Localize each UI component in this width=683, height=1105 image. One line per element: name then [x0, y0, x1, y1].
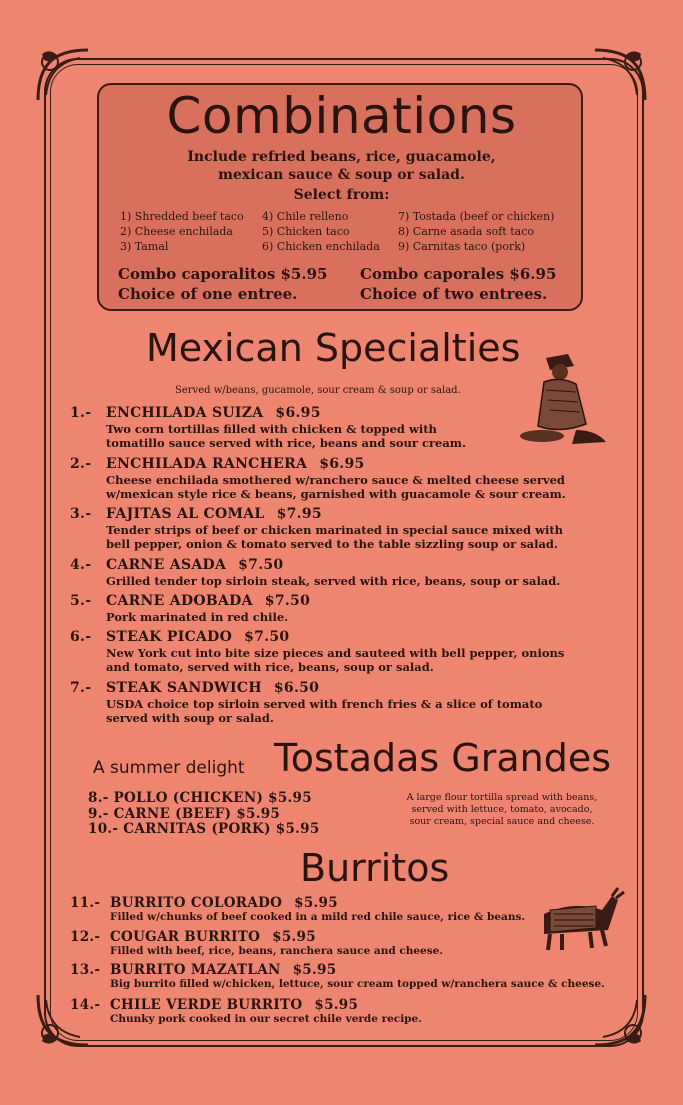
- specialties-served-note: Served w/beans, gucamole, sour cream & soup or salad.: [175, 385, 461, 396]
- item-name: ENCHILADA RANCHERA: [106, 456, 308, 472]
- combinations-title: Combinations: [166, 87, 517, 145]
- combo-options-col1: [120, 209, 244, 254]
- item-name: STEAK SANDWICH: [106, 680, 262, 696]
- item-desc: w/mexican style rice & beans, garnished with guacamole & sour cream.: [106, 487, 566, 501]
- item-number: 4.-: [70, 557, 92, 573]
- item-desc: Big burrito filled w/chicken, lettuce, sour cream topped w/ranchera sauce & cheese.: [110, 978, 605, 990]
- combo-option: 1) Shredded beef taco: [120, 210, 244, 223]
- item-name: BURRITO COLORADO: [110, 895, 283, 911]
- combo-option: 9) Carnitas taco (pork): [398, 240, 526, 253]
- item-price: $7.50: [264, 593, 311, 609]
- item-desc: and tomato, served with rice, beans, soup or salad.: [106, 660, 434, 674]
- burrito-item: [70, 929, 630, 958]
- tostada-item: 10.- CARNITAS (PORK) $5.95: [88, 821, 320, 837]
- combo-option: 5) Chicken taco: [262, 225, 350, 238]
- burritos-title: Burritos: [300, 846, 450, 890]
- tostadas-tagline: A summer delight: [93, 758, 245, 778]
- tostadas-desc-line: A large flour tortilla spread with beans,: [406, 792, 598, 803]
- item-number: 3.-: [70, 506, 92, 522]
- combo-caporales-desc: Choice of two entrees.: [360, 285, 548, 303]
- combo-option: 7) Tostada (beef or chicken): [398, 210, 555, 223]
- burrito-item: [70, 997, 630, 1026]
- item-name: ENCHILADA SUIZA: [106, 405, 264, 421]
- item-desc: Pork marinated in red chile.: [106, 610, 289, 624]
- item-desc: New York cut into bite size pieces and sauteed with bell pepper, onions: [106, 646, 565, 660]
- item-name: BURRITO MAZATLAN: [110, 962, 281, 978]
- item-desc: bell pepper, onion & tomato served to the table sizzling soup or salad.: [106, 537, 558, 551]
- item-name: CARNE ADOBADA: [106, 593, 253, 609]
- item-price: $7.50: [238, 557, 284, 573]
- item-number: 14.-: [70, 997, 101, 1013]
- specialty-item: [70, 593, 630, 624]
- combo-options-col3: [398, 209, 554, 254]
- item-number: 2.-: [70, 456, 92, 472]
- item-price: $7.95: [276, 506, 322, 522]
- item-number: 7.-: [70, 680, 92, 696]
- combinations-subtitle-line2: mexican sauce & soup or salad.: [218, 167, 465, 183]
- item-number: 5.-: [70, 593, 92, 609]
- specialty-item: [70, 506, 630, 551]
- item-desc: Cheese enchilada smothered w/ranchero sauce & melted cheese served: [106, 473, 565, 487]
- specialty-item: [70, 629, 630, 674]
- select-from-label: Select from:: [293, 187, 390, 203]
- tostada-item: 8.- POLLO (CHICKEN) $5.95: [88, 790, 312, 806]
- item-price: $6.50: [273, 680, 320, 696]
- combinations-subtitle-line1: Include refried beans, rice, guacamole,: [187, 149, 496, 165]
- combo-option: 6) Chicken enchilada: [262, 240, 380, 253]
- combo-caporalitos-name: Combo caporalitos $5.95: [118, 265, 328, 283]
- specialty-item: [70, 456, 630, 501]
- combo-option: 8) Carne asada soft taco: [398, 225, 534, 238]
- item-desc: Two corn tortillas filled with chicken & topped with: [106, 422, 437, 436]
- item-number: 13.-: [70, 962, 101, 978]
- item-price: $5.95: [294, 895, 338, 911]
- item-name: STEAK PICADO: [106, 629, 233, 645]
- burrito-item: [70, 962, 630, 991]
- specialty-item: [70, 557, 630, 588]
- combo-caporalitos: [118, 264, 327, 304]
- item-name: COUGAR BURRITO: [110, 929, 261, 945]
- item-price: $7.50: [244, 629, 290, 645]
- combo-option: 4) Chile relleno: [262, 210, 349, 223]
- item-price: $5.95: [272, 929, 316, 945]
- item-number: 11.-: [70, 895, 101, 911]
- item-desc: USDA choice top sirloin served with french fries & a slice of tomato: [106, 697, 543, 711]
- item-price: $6.95: [275, 405, 321, 421]
- tostada-item: 9.- CARNE (BEEF) $5.95: [88, 806, 281, 822]
- item-desc: Grilled tender top sirloin steak, served with rice, beans, soup or salad.: [106, 574, 561, 588]
- tostadas-desc-line: served with lettuce, tomato, avocado,: [411, 804, 593, 815]
- combo-option: 2) Cheese enchilada: [120, 225, 233, 238]
- combo-option: 3) Tamal: [120, 240, 169, 253]
- specialty-item: [70, 680, 630, 725]
- item-price: $6.95: [319, 456, 365, 472]
- item-desc: tomatillo sauce served with rice, beans and sour cream.: [106, 436, 466, 450]
- item-desc: Filled w/chunks of beef cooked in a mild red chile sauce, rice & beans.: [110, 911, 526, 923]
- item-desc: served with soup or salad.: [106, 711, 274, 725]
- item-name: FAJITAS AL COMAL: [106, 506, 265, 522]
- burrito-item: [70, 895, 630, 924]
- combo-options-col2: [262, 209, 380, 254]
- combo-caporales-name: Combo caporales $6.95: [360, 265, 557, 283]
- item-name: CARNE ASADA: [106, 557, 227, 573]
- tostadas-desc-line: sour cream, special sauce and cheese.: [409, 816, 595, 827]
- item-number: 6.-: [70, 629, 92, 645]
- specialties-title: Mexican Specialties: [146, 326, 521, 370]
- item-price: $5.95: [314, 997, 359, 1013]
- item-desc: Filled with beef, rice, beans, ranchera sauce and cheese.: [110, 945, 443, 957]
- item-price: $5.95: [292, 962, 337, 978]
- tostadas-desc: [386, 792, 618, 828]
- tostadas-title: Tostadas Grandes: [274, 736, 612, 780]
- item-name: CHILE VERDE BURRITO: [110, 997, 303, 1013]
- combo-caporalitos-desc: Choice of one entree.: [118, 285, 298, 303]
- item-desc: Chunky pork cooked in our secret chile verde recipe.: [110, 1013, 422, 1025]
- item-number: 12.-: [70, 929, 101, 945]
- item-number: 1.-: [70, 405, 92, 421]
- item-desc: Tender strips of beef or chicken marinated in special sauce mixed with: [106, 523, 564, 537]
- combo-caporales: [360, 264, 556, 304]
- specialty-item: [70, 405, 630, 450]
